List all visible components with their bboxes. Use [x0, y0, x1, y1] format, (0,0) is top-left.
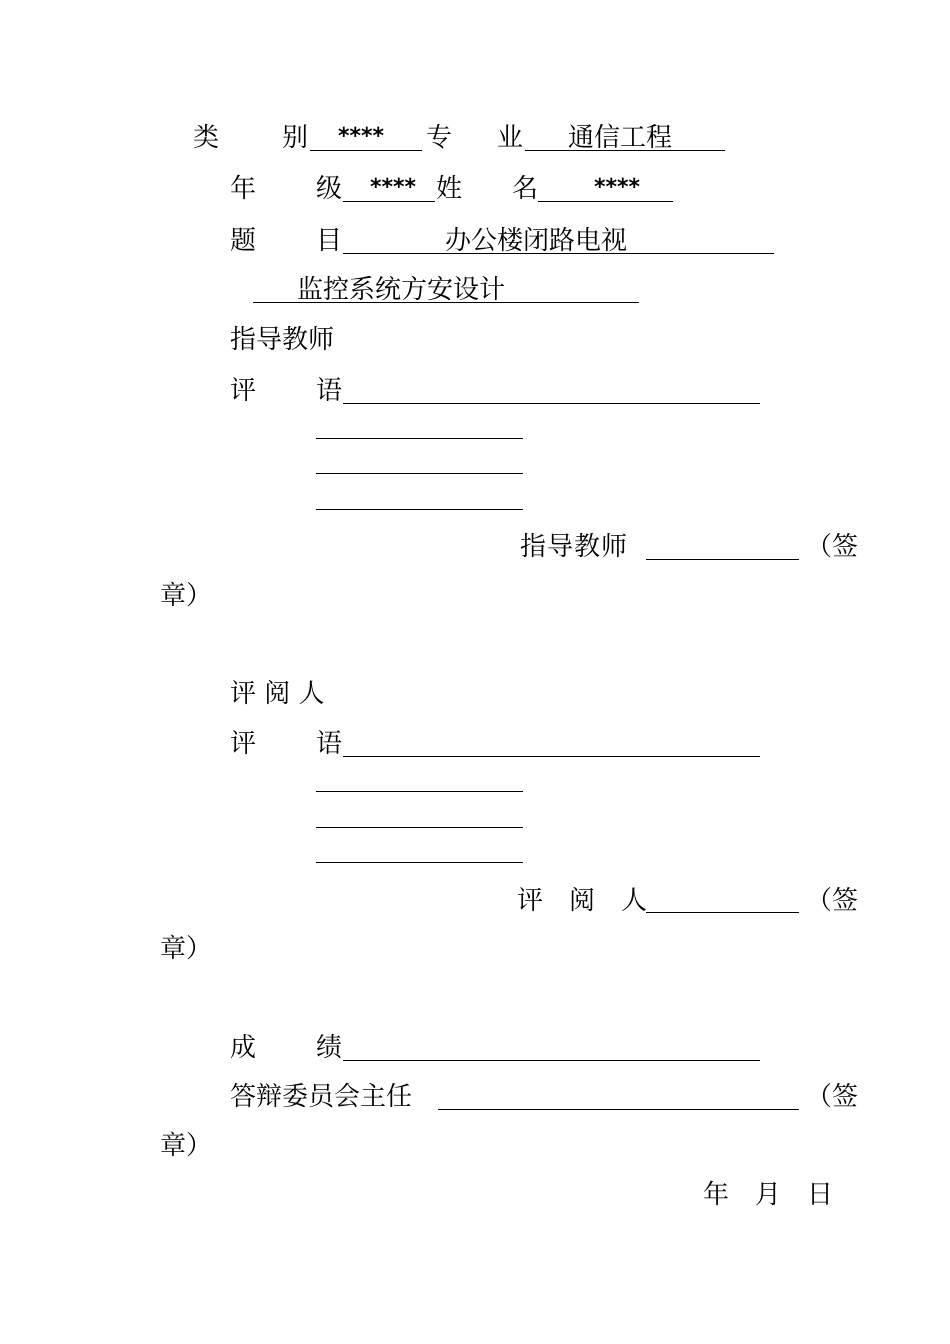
major-label-char2: 业: [497, 123, 524, 153]
score-line[interactable]: [343, 1060, 760, 1061]
advisor-comment-line-4[interactable]: [316, 509, 523, 510]
advisor-comment-line-1[interactable]: [343, 403, 760, 404]
grade-label-char2: 级: [316, 174, 343, 204]
advisor-sign-line[interactable]: [646, 559, 799, 560]
reviewer-sign-suffix-2: 章）: [160, 934, 213, 964]
major-label-char1: 专: [426, 123, 453, 153]
title-label-char2: 目: [316, 226, 343, 256]
reviewer-comment-label-char1: 评: [230, 729, 257, 759]
grade-label-char1: 年: [230, 174, 257, 204]
category-label-char1: 类: [193, 123, 220, 153]
advisor-comment-line-3[interactable]: [316, 473, 523, 474]
grade-value: ****: [370, 175, 417, 200]
defense-sign-suffix-2: 章）: [160, 1131, 213, 1161]
advisor-sign-label: 指导教师: [520, 532, 629, 562]
defense-sign-suffix: （签: [806, 1082, 859, 1112]
advisor-comment-line-2[interactable]: [316, 438, 523, 439]
name-value: ****: [594, 175, 641, 200]
advisor-sign-suffix-2: 章）: [160, 581, 213, 611]
major-value: 通信工程: [568, 123, 673, 153]
reviewer-comment-line-3[interactable]: [316, 827, 523, 828]
date-label: 年 月 日: [703, 1180, 834, 1210]
category-label-char2: 别: [282, 123, 309, 153]
reviewer-comment-label-char2: 语: [316, 729, 343, 759]
title-label-char1: 题: [230, 226, 257, 256]
reviewer-comment-line-2[interactable]: [316, 791, 523, 792]
reviewer-sign-suffix: （签: [806, 886, 859, 916]
advisor-heading: 指导教师: [230, 325, 335, 355]
score-label-char1: 成: [230, 1033, 257, 1063]
advisor-comment-label-char2: 语: [316, 376, 343, 406]
name-label-char2: 名: [512, 174, 539, 204]
reviewer-comment-line-4[interactable]: [316, 862, 523, 863]
title-line-1: 办公楼闭路电视: [445, 226, 628, 256]
reviewer-sign-label: 评 阅 人: [517, 886, 648, 916]
name-label-char1: 姓: [436, 174, 463, 204]
reviewer-heading: 评 阅 人: [230, 679, 325, 709]
defense-chair-sign-line[interactable]: [438, 1109, 799, 1110]
defense-chair-label: 答辩委员会主任: [230, 1082, 413, 1112]
reviewer-sign-line[interactable]: [646, 912, 799, 913]
advisor-sign-suffix: （签: [806, 532, 859, 562]
reviewer-comment-line-1[interactable]: [343, 756, 760, 757]
category-value: ****: [338, 124, 385, 149]
score-label-char2: 绩: [316, 1033, 343, 1063]
advisor-comment-label-char1: 评: [230, 376, 257, 406]
title-line-2: 监控系统方安设计: [297, 275, 506, 305]
